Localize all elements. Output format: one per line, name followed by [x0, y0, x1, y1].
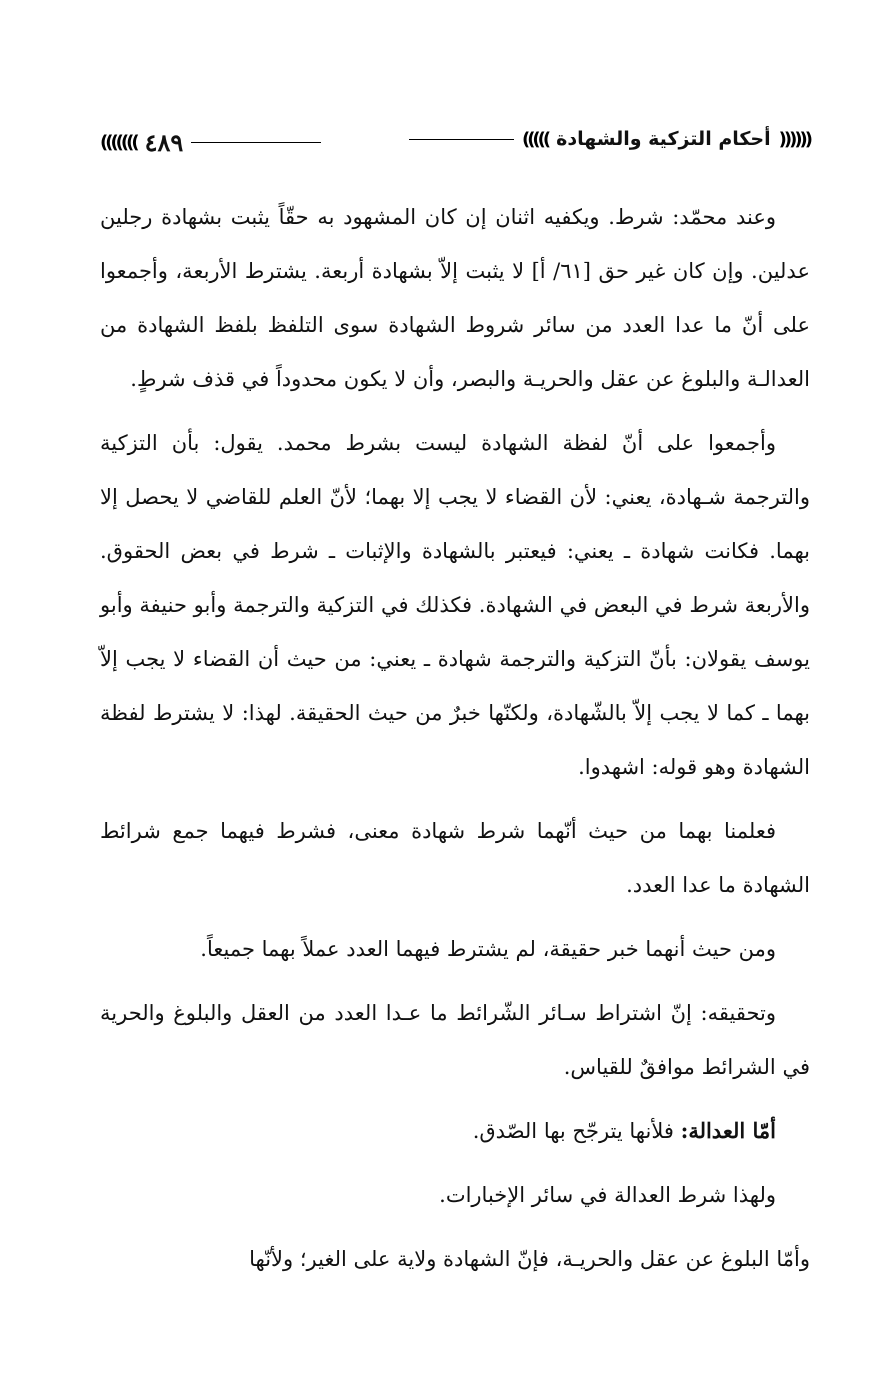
running-title: أحكام التزكية والشهادة	[556, 128, 771, 150]
paragraph-6	[100, 1104, 810, 1158]
paragraph-4: ومن حيث أنهما خبر حقيقة، لم يشترط فيهما العدد عملاً بهما جميعاً.	[200, 937, 776, 961]
book-page	[100, 110, 810, 1296]
body-text	[100, 190, 810, 1286]
paragraph-5: وتحقيقه: إنّ اشتراط سـائر الشّرائط ما عـدا العدد من العقل والبلوغ والحرية في الشرائط موافقٌ للقياس.	[100, 1001, 810, 1079]
paragraph-3: فعلمنا بهما من حيث أنّهما شرط شهادة معنى، فشرط فيهما جمع شرائط الشهادة ما عدا العدد.	[100, 819, 810, 897]
ornament-title-right-icon: ))))))	[778, 128, 810, 150]
paragraph-8-text: وأمّا البلوغ عن عقل والحريـة، فإنّ الشهادة ولاية على الغير؛ ولأنّها	[249, 1247, 810, 1271]
ornament-title-left-icon: (((((	[521, 128, 549, 150]
page-number-group	[100, 128, 321, 157]
ornament-left-icon: (((((((	[100, 132, 137, 153]
running-header	[100, 110, 810, 170]
term-adala: أمّا العدالة:	[680, 1118, 776, 1143]
paragraph-7: ولهذا شرط العدالة في سائر الإخبارات.	[439, 1183, 776, 1207]
running-title-group	[409, 128, 810, 150]
paragraph-6-text: فلأنها يترجّح بها الصّدق.	[472, 1119, 681, 1143]
header-rule-right	[409, 139, 514, 140]
paragraph-2: وأجمعوا على أنّ لفظة الشهادة ليست بشرط محمد. يقول: بأن التزكية والترجمة شـهادة، يعني: لأن القضاء لا يجب إلا بهما؛ لأنّ العلم للقاضي لا يحصل إلا بهما. فكانت شهادة ـ يعني: فيعتبر بالشهادة والإثبات ـ شرط في بعض الحقوق. والأربعة شرط في البعض في الشهادة. فكذلك في التزكية والترجمة وأبو حنيفة وأبو يوسف يقولان: بأنّ التزكية والترجمة شهادة ـ يعني: من حيث أن القضاء لا يجب إلاّ بهما ـ كما لا يجب إلاّ بالشّهادة، ولكنّها خبرٌ من حيث الحقيقة. لهذا: لا يشترط لفظة الشهادة وهو قوله: اشهدوا.	[100, 431, 810, 779]
paragraph-8	[100, 1232, 810, 1286]
page-number: ٤٨٩	[144, 128, 184, 157]
paragraph-1: وعند محمّد: شرط. ويكفيه اثنان إن كان المشهود به حقّاً يثبت بشهادة رجلين عدلين. وإن كان غير حق [٦١/ أ] لا يثبت إلاّ بشهادة أربعة. يشترط الأربعة، وأجمعوا على أنّ ما عدا العدد من سائر شروط الشهادة سوى التلفظ بلفظ الشهادة من العدالـة والبلوغ عن عقل والحريـة والبصر، وأن لا يكون محدوداً في قذف شرطٍ.	[100, 205, 810, 391]
header-rule-left	[191, 142, 321, 143]
